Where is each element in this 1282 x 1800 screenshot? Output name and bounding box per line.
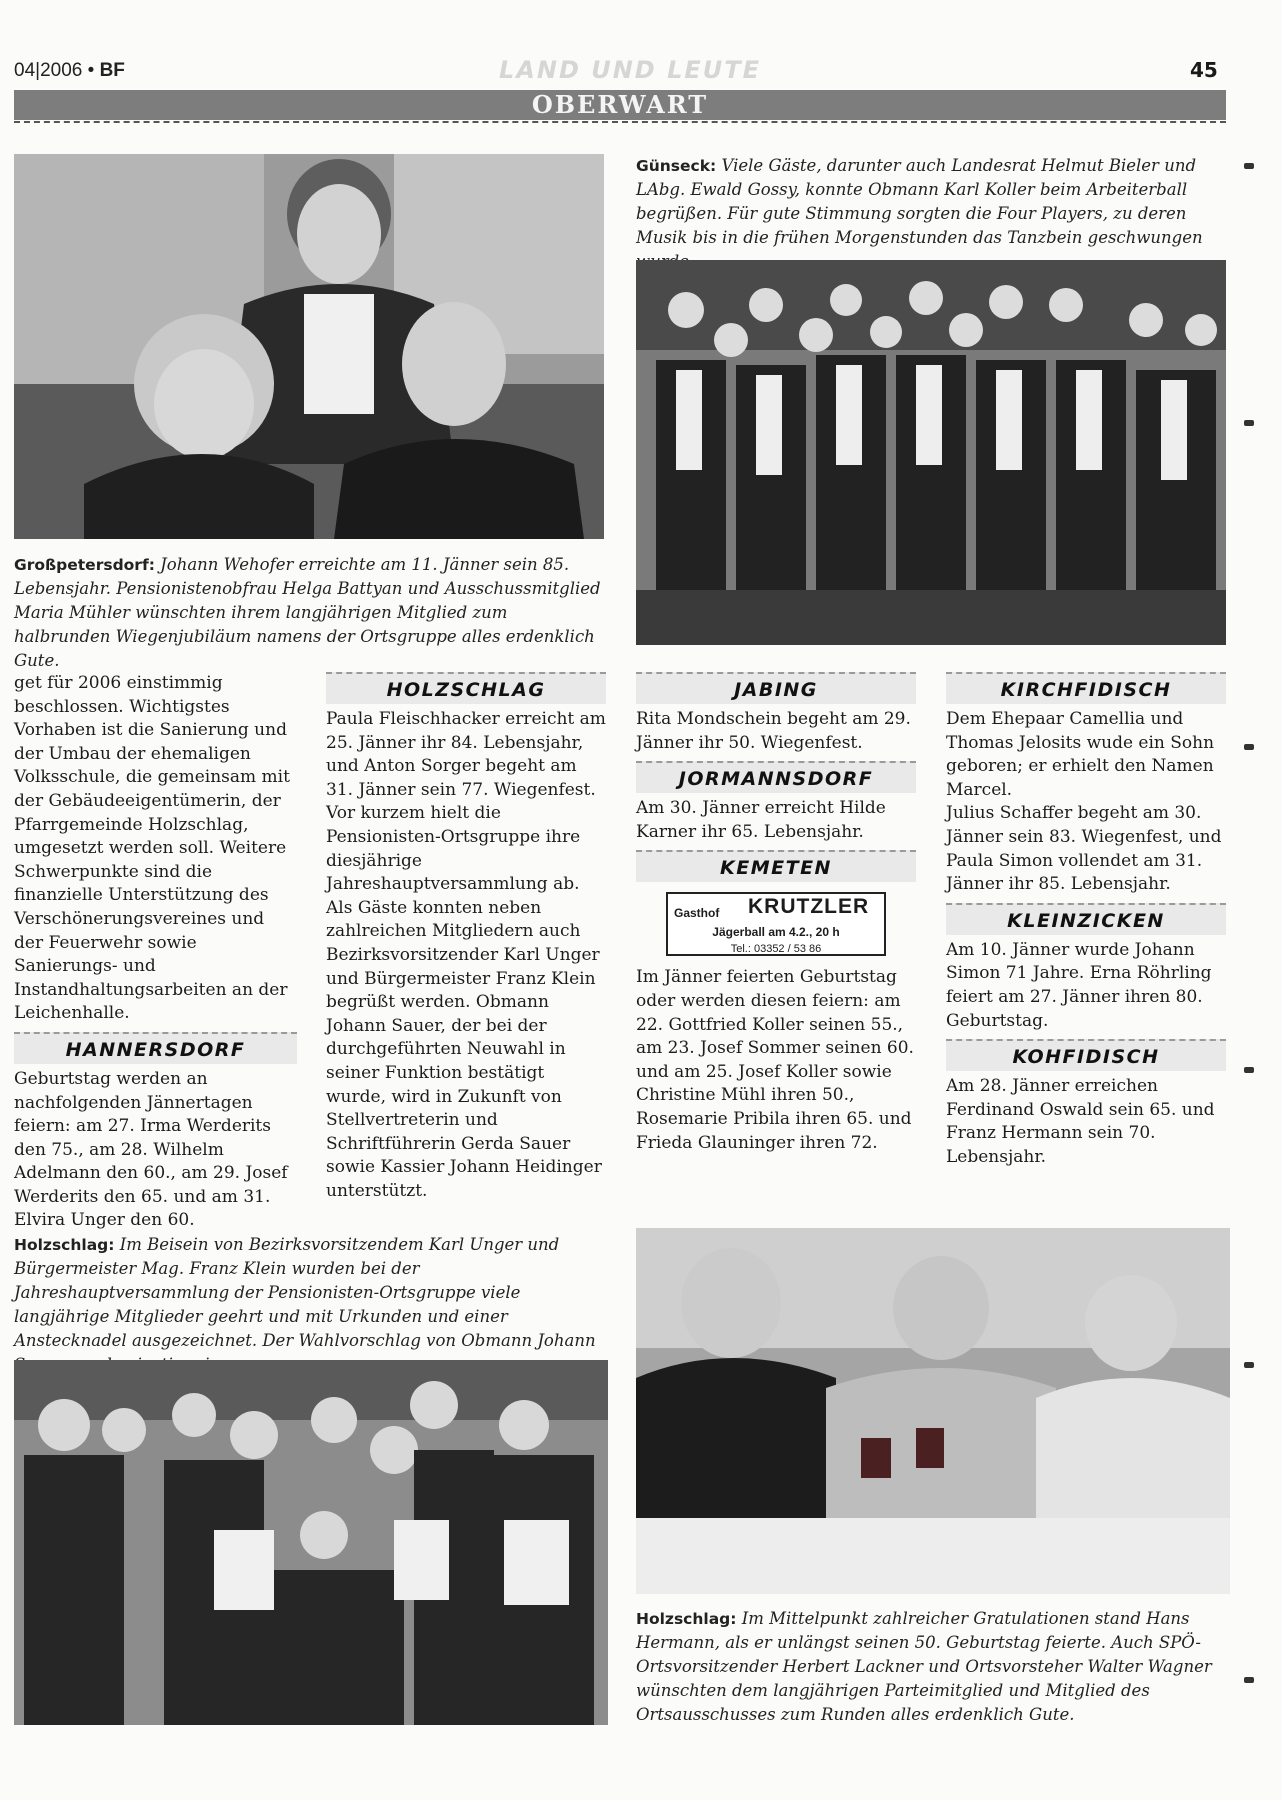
header-divider <box>14 121 1226 123</box>
photo-holzschlag-birthday <box>636 1228 1230 1594</box>
caption-text: Im Beisein von Bezirksvorsitzendem Karl Unger und Bürgermeister Mag. Franz Klein wurden bei der Jahreshauptversammlung der Pensionisten-Ortsgruppe viele langjährige Mitglieder geehrt und mit Urkunden und einer Anstecknadel ausgezeichnet. Der Wahlvorschlag von Obmann Johann <box>14 1235 596 1350</box>
photo-guenseck <box>636 260 1226 645</box>
margin-mark <box>1244 744 1254 750</box>
text-kemeten: Im Jänner feierten Geburtstag oder werden diesen feiern: am 22. Gottfried Koller seinen 55., am 23. Josef Sommer seinen 60. und am 25. Josef Koller sowie Christine Mühl ihren 50., Rosemarie Pribila ihren 65. und Frieda Glauninger ihren 72. <box>636 967 914 1153</box>
column-3 <box>636 672 916 1155</box>
caption-place: Günseck: <box>636 157 717 175</box>
heading-kleinzicken: KLEINZICKEN <box>946 903 1226 935</box>
heading-kemeten: KEMETEN <box>636 850 916 882</box>
heading-hannersdorf: HANNERSDORF <box>14 1032 297 1064</box>
issue-number: 04|2006 <box>14 60 83 81</box>
heading-holzschlag: HOLZSCHLAG <box>326 672 606 704</box>
column-2 <box>326 672 606 1203</box>
margin-mark <box>1244 420 1254 426</box>
caption-place: Holzschlag: <box>636 1610 737 1628</box>
issue-line <box>14 60 125 82</box>
heading-kohfidisch: KOHFIDISCH <box>946 1039 1226 1071</box>
photo-grosspetersdorf <box>14 154 604 539</box>
caption-text: Johann Wehofer erreichte am 11. Jänner sein 85. Lebensjahr. Pensionistenobfrau Helga Battyan und Ausschussmitglied Maria Mühler wünschten ihrem langjährigen Mitglied zum halbrunden Wiegenjubiläum namens der Ortsgruppe alles erdenklich Gute. <box>14 555 601 670</box>
text-kohfidisch: Am 28. Jänner erreichen Ferdinand Oswald sein 65. und Franz Hermann sein 70. Lebensjahr. <box>946 1076 1215 1167</box>
text-holzschlag-1: Paula Fleischhacker erreicht am 25. Jänner ihr 84. Lebensjahr, und Anton Sorger begeht am 31. Jänner sein 77. Wiegenfest. <box>326 709 606 800</box>
caption-text: Viele Gäste, darunter auch Landesrat Helmut Bieler und LAbg. Ewald Gossy, konnte Obmann Karl Koller beim Arbeiterball begrüßen. Für gute Stimmung sorgten die Four Players, zu deren Musik bis in die frühen Morgenstunden das Tanzbein geschwungen <box>636 156 1203 247</box>
heading-kirchfidisch: KIRCHFIDISCH <box>946 672 1226 704</box>
text-holzschlag-2: Vor kurzem hielt die Pensionisten-Ortsgruppe ihre diesjährige Jahreshauptversammlung ab. Als Gäste konnten neben zahlreichen Mitgliedern auch Bezirksvorsitzender Karl Unger und Bürgermeister Franz Klein begrüßt werden. Obmann Johann Sauer, der bei der durchgeführten Neuwahl in seiner Funktion bestätigt wurde, wird in Zukunft von Stellvertreterin und Schriftführerin Gerda Sauer sowie Kassier Johann Heidinger unterstützt. <box>326 803 602 1201</box>
section-title: LAND UND LEUTE <box>498 56 762 84</box>
text-jormannsdorf: Am 30. Jänner erreicht Hilde Karner ihr 65. Lebensjahr. <box>636 798 886 842</box>
margin-mark <box>1244 1362 1254 1368</box>
column-1 <box>14 672 297 1233</box>
text-jabing: Rita Mondschein begeht am 29. Jänner ihr 50. Wiegenfest. <box>636 709 911 753</box>
caption-place: Holzschlag: <box>14 1236 115 1254</box>
text-kirchfidisch-2: Julius Schaffer begeht am 30. Jänner sein 83. Wiegenfest, und Paula Simon vollendet am 31. Jänner ihr 85. Lebensjahr. <box>946 803 1222 895</box>
margin-mark <box>1244 1067 1254 1073</box>
heading-jormannsdorf: JORMANNSDORF <box>636 761 916 793</box>
column-1-continued-text: get für 2006 einstimmig beschlossen. Wichtigstes Vorhaben ist die Sanierung und der Umbau der ehemaligen Volksschule, die gemeinsam mit der Gebäudeeigentümerin, der Pfarrgemeinde Holzschlag, umgesetzt werden soll. Weitere Schwerpunkte sind die finanzielle Unterstützung des Verschönerungsvereines und der Feuerwehr sowie Sanierungs- und Instandhaltungsarbeiten an der Leichenhalle. <box>14 673 290 1024</box>
ad-event: Jägerball am 4.2., 20 h <box>712 925 840 940</box>
ad-phone: Tel.: 03352 / 53 86 <box>730 943 822 956</box>
photo-holzschlag-ceremony <box>14 1360 608 1725</box>
caption-grosspetersdorf <box>14 553 608 673</box>
page-number: 45 <box>1190 58 1218 82</box>
ad-name: KRUTZLER <box>748 895 870 919</box>
caption-place: Großpetersdorf: <box>14 556 155 574</box>
issue-bullet: • <box>87 60 95 81</box>
caption-text: Im Mittelpunkt zahlreicher Gratulationen stand Hans Hermann, als er unlängst seinen 50. Geburtstag feierte. Auch SPÖ-Ortsvorsitzender Herbert Lackner und Ortsvorsteher Walter Wagner wünschten dem langjährigen Parteimitglied und Mitglied des Ortsausschusses zum Runden alles erdenklich Gute. <box>636 1609 1212 1724</box>
caption-guenseck <box>636 154 1226 274</box>
heading-jabing: JABING <box>636 672 916 704</box>
ad-gasthof-krutzler <box>666 892 886 956</box>
margin-mark <box>1244 1677 1254 1683</box>
caption-holzschlag-ceremony <box>14 1233 608 1377</box>
region-title: OBERWART <box>531 90 709 119</box>
column-4 <box>946 672 1226 1170</box>
text-kleinzicken: Am 10. Jänner wurde Johann Simon 71 Jahre. Erna Röhrling feiert am 27. Jänner ihren 80. Geburtstag. <box>946 939 1212 1031</box>
text-kirchfidisch-1: Dem Ehepaar Camellia und Thomas Jelosits wude ein Sohn geboren; er erhielt den Namen Marcel. <box>946 709 1215 800</box>
margin-mark <box>1244 163 1254 169</box>
text-hannersdorf: Geburtstag werden an nachfolgenden Jännertagen feiern: am 27. Irma Werderits den 75., am 28. Wilhelm Adelmann den 60., am 29. Josef Werderits den 65. und am 31. Elvira Unger den 60. <box>14 1068 288 1231</box>
brand: BF <box>99 60 125 81</box>
ad-label: Gasthof <box>674 906 720 921</box>
caption-holzschlag-birthday <box>636 1607 1230 1727</box>
